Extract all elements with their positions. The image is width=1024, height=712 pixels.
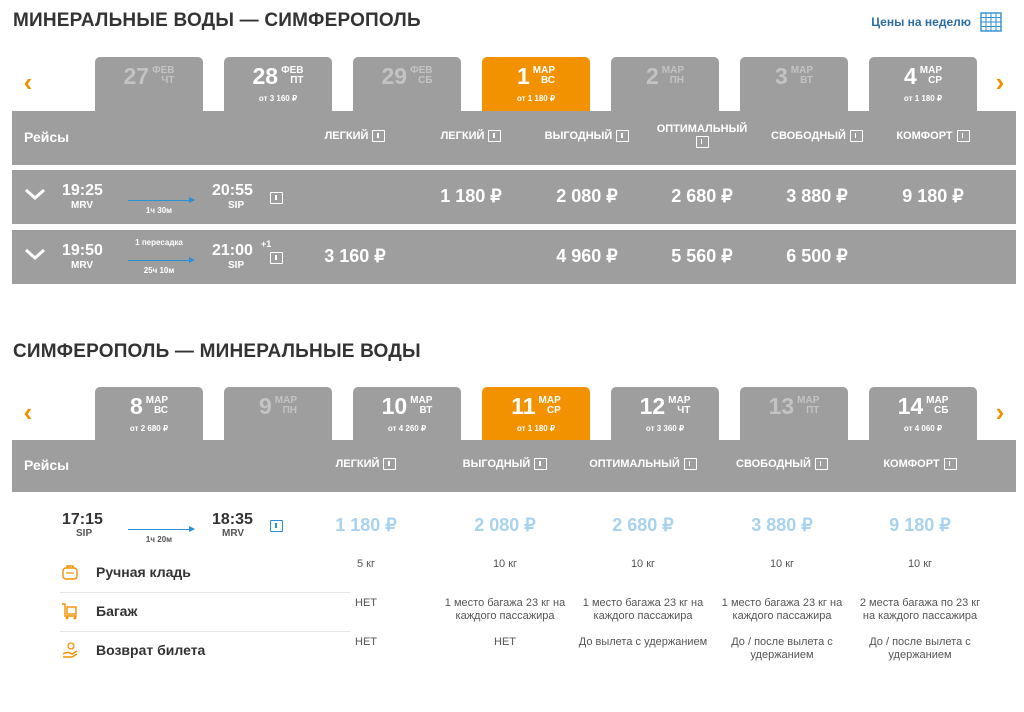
outbound-fare-header [12, 111, 1016, 165]
feature-label: Ручная кладь [96, 564, 191, 580]
fare-price[interactable]: 2 680 ₽ [671, 186, 733, 206]
outbound-next-arrow[interactable]: › [995, 67, 1005, 97]
date-tab-month: ФЕВ [410, 65, 433, 76]
info-icon[interactable] [684, 458, 697, 470]
date-tab-month-weekday [920, 63, 942, 86]
return-fare-header [12, 440, 1016, 492]
date-tab-day-number: 13 [768, 393, 795, 419]
date-tab-weekday: ЧТ [161, 75, 175, 86]
duration-arrow [128, 200, 194, 201]
feature-value: 1 место багажа 23 кг на каждого пассажира [444, 597, 566, 622]
date-tab-day-number: 9 [258, 393, 272, 419]
date-tab-weekday: ПН [669, 75, 685, 86]
date-tab-day [95, 63, 203, 89]
date-tab-day-number: 11 [511, 393, 536, 419]
fare-column-label: ЛЕГКИЙ [324, 130, 369, 142]
fare-price[interactable]: 5 560 ₽ [671, 246, 733, 266]
transfer-count: 1 пересадка [135, 238, 183, 247]
fare-column-label: СВОБОДНЫЙ [771, 130, 846, 142]
info-icon[interactable] [488, 130, 501, 142]
departure-airport: MRV [71, 260, 94, 271]
date-tab-weekday: СБ [933, 405, 949, 416]
date-tab-day-number: 14 [897, 393, 924, 419]
date-tab[interactable] [482, 387, 590, 441]
fare-column-header [871, 130, 995, 142]
date-tab[interactable] [95, 57, 203, 111]
date-tab[interactable] [740, 57, 848, 111]
info-icon[interactable] [815, 458, 828, 470]
date-tab-day [482, 63, 590, 89]
date-tab-weekday: СР [928, 75, 943, 86]
fare-price[interactable]: 1 180 ₽ [440, 186, 502, 206]
fare-column-header [853, 458, 987, 470]
return-route-title: СИМФЕРОПОЛЬ — МИНЕРАЛЬНЫЕ ВОДЫ [13, 341, 421, 362]
departure-airport: MRV [71, 200, 94, 211]
date-tab-month-weekday [152, 63, 174, 86]
date-tab-month-weekday [410, 393, 432, 416]
fare-column-label: ВЫГОДНЫЙ [544, 130, 613, 142]
fare-column-header [438, 458, 572, 470]
date-tab-min-price: от 4 060 ₽ [903, 424, 943, 433]
date-tab[interactable] [482, 57, 590, 111]
feature-label: Багаж [96, 603, 138, 619]
calendar-grid-icon [980, 12, 1002, 32]
date-tab-day [353, 63, 461, 89]
fare-price[interactable]: 9 180 ₽ [902, 186, 964, 206]
date-tab-min-price: от 1 180 ₽ [516, 424, 556, 433]
date-tab-day [740, 63, 848, 89]
date-tab-day [482, 393, 590, 419]
info-icon[interactable] [616, 130, 629, 142]
date-tab-month: МАР [538, 395, 561, 406]
flight-row[interactable] [12, 170, 1016, 224]
feature-value: До / после вылета с удержанием [731, 636, 833, 661]
arrival-time: 18:35 [212, 511, 253, 528]
info-icon[interactable] [270, 192, 283, 204]
date-tab-month: МАР [919, 65, 943, 76]
week-prices-link[interactable] [871, 12, 1002, 32]
feature-value: 1 место багажа 23 кг на каждого пассажира [582, 597, 704, 622]
fare-column-header [299, 458, 433, 470]
date-tab[interactable] [740, 387, 848, 441]
date-tab-month: МАР [668, 395, 691, 406]
date-tab[interactable] [95, 387, 203, 441]
date-tab-day [869, 393, 977, 419]
date-tab-month-weekday [539, 393, 561, 416]
chevron-down-icon[interactable] [24, 187, 46, 201]
date-tab-day-number: 2 [645, 63, 659, 89]
arrival-time: 20:55 [212, 182, 253, 199]
fare-column-label: КОМФОРТ [896, 130, 953, 142]
refund-icon [60, 640, 80, 660]
date-tab-min-price: от 3 160 ₽ [258, 94, 298, 103]
feature-value: 10 кг [769, 558, 795, 570]
date-tab-month: МАР [410, 395, 433, 406]
date-tab-month-weekday [668, 393, 690, 416]
duration-arrow [128, 260, 194, 261]
fare-column-label: ВЫГОДНЫЙ [462, 458, 531, 470]
date-tab-weekday: ВТ [800, 75, 814, 86]
fare-price[interactable]: 3 880 ₽ [786, 186, 848, 206]
date-tab[interactable] [224, 57, 332, 111]
flight-duration: 25ч 10м [143, 266, 175, 275]
departure-time: 19:50 [62, 242, 103, 259]
date-tab-month-weekday [281, 63, 303, 86]
fare-price[interactable]: 2 080 ₽ [556, 186, 618, 206]
flights-label: Рейсы [24, 457, 70, 473]
date-tab-day-number: 4 [903, 63, 917, 89]
date-tab-day [224, 393, 332, 419]
date-tab-weekday: ПТ [806, 405, 820, 416]
date-tab-day-number: 10 [381, 393, 408, 419]
arrival-time: 21:00 [212, 242, 253, 259]
duration-arrow [128, 529, 194, 530]
fare-price[interactable]: 3 160 ₽ [324, 246, 386, 266]
outbound-route-title: МИНЕРАЛЬНЫЕ ВОДЫ — СИМФЕРОПОЛЬ [13, 10, 421, 31]
info-icon[interactable] [850, 130, 863, 142]
date-tab-month: МАР [926, 395, 949, 406]
departure-airport: SIP [76, 528, 93, 539]
date-tab-weekday: ВС [153, 405, 169, 416]
info-icon[interactable] [944, 458, 957, 470]
fare-column-header [409, 130, 533, 142]
date-tab-min-price: от 3 360 ₽ [645, 424, 685, 433]
feature-value: До вылета с удержанием [578, 636, 708, 648]
date-tab-day-number: 28 [252, 63, 279, 89]
date-tab-day-number: 12 [639, 393, 666, 419]
feature-value: 10 кг [630, 558, 656, 570]
departure-time: 17:15 [62, 511, 103, 528]
date-tab-day [95, 393, 203, 419]
fare-column-label: КОМФОРТ [883, 458, 940, 470]
date-tab-weekday: ПТ [290, 75, 304, 86]
date-tab-month-weekday [791, 63, 813, 86]
date-tab-day-number: 8 [129, 393, 143, 419]
fare-column-header [755, 130, 879, 142]
date-tab-day-number: 29 [381, 63, 408, 89]
return-date-strip [12, 387, 1016, 441]
fare-price[interactable]: 9 180 ₽ [889, 515, 951, 535]
return-next-arrow[interactable]: › [995, 397, 1005, 427]
date-tab-day [224, 63, 332, 89]
info-icon[interactable] [696, 136, 709, 148]
date-tab-month: МАР [790, 65, 814, 76]
flights-label: Рейсы [24, 129, 70, 145]
date-tab-month-weekday [275, 393, 297, 416]
fare-price[interactable]: 2 680 ₽ [612, 515, 674, 535]
date-tab-day-number: 1 [516, 63, 530, 89]
date-tab[interactable] [869, 57, 977, 111]
date-tab-month-weekday [926, 393, 948, 416]
fare-price[interactable]: 4 960 ₽ [556, 246, 618, 266]
feature-value: 10 кг [907, 558, 933, 570]
fare-column-label: ОПТИМАЛЬНЫЙ [589, 458, 680, 470]
date-tab-month: МАР [797, 395, 820, 406]
outbound-prev-arrow[interactable]: ‹ [23, 67, 33, 97]
info-icon[interactable] [372, 130, 385, 142]
feature-row [60, 553, 191, 591]
fare-price[interactable]: 2 080 ₽ [474, 515, 536, 535]
date-tab-day [869, 63, 977, 89]
week-prices-label: Цены на неделю [871, 15, 971, 29]
fare-price[interactable]: 3 880 ₽ [751, 515, 813, 535]
departure-time: 19:25 [62, 182, 103, 199]
date-tab[interactable] [353, 57, 461, 111]
flight-row[interactable] [12, 230, 1016, 284]
fare-price[interactable]: 1 180 ₽ [335, 515, 397, 535]
date-tab-month-weekday [797, 393, 819, 416]
feature-value: 5 кг [357, 558, 375, 570]
date-tab-weekday: ВТ [419, 405, 433, 416]
chevron-down-icon[interactable] [24, 247, 46, 261]
fare-column-header [576, 458, 710, 470]
feature-value: 10 кг [492, 558, 518, 570]
next-day-marker: +1 [261, 239, 272, 249]
fare-price[interactable]: 6 500 ₽ [786, 246, 848, 266]
arrival-airport: SIP [228, 200, 245, 211]
date-tab-min-price: от 1 180 ₽ [516, 94, 556, 103]
date-tab-month-weekday [410, 63, 432, 86]
luggage-cart-icon [60, 601, 80, 621]
date-tab-month: ФЕВ [152, 65, 175, 76]
fare-column-header [525, 130, 649, 142]
arrival-airport: SIP [228, 260, 245, 271]
hand-bag-icon [60, 562, 80, 582]
date-tab-month: МАР [661, 65, 685, 76]
flight-duration: 1ч 20м [145, 535, 173, 544]
feature-row [60, 631, 205, 669]
info-icon[interactable] [957, 130, 970, 142]
outbound-date-strip [12, 57, 1016, 111]
fare-column-label: ЛЕГКИЙ [335, 458, 380, 470]
date-tab-min-price: от 4 260 ₽ [387, 424, 427, 433]
return-prev-arrow[interactable]: ‹ [23, 397, 33, 427]
date-tab-day [740, 393, 848, 419]
date-tab-weekday: ВС [540, 75, 556, 86]
fare-column-label: ЛЕГКИЙ [440, 130, 485, 142]
date-tab[interactable] [224, 387, 332, 441]
date-tab-month-weekday [146, 393, 168, 416]
fare-column-header [715, 458, 849, 470]
date-tab-weekday: ПН [282, 405, 298, 416]
fare-column-label: СВОБОДНЫЙ [736, 458, 811, 470]
date-tab-min-price: от 2 680 ₽ [129, 424, 169, 433]
date-tab-day-number: 3 [774, 63, 788, 89]
fare-column-header [640, 123, 764, 148]
fare-column-header [293, 130, 417, 142]
date-tab[interactable] [611, 57, 719, 111]
date-tab-day-number: 27 [123, 63, 150, 89]
date-tab-day [611, 393, 719, 419]
date-tab-month-weekday [662, 63, 684, 86]
date-tab-weekday: ЧТ [677, 405, 691, 416]
flight-duration: 1ч 30м [145, 206, 173, 215]
feature-value: 2 места багажа по 23 кг на каждого пассажира [859, 597, 981, 622]
date-tab-day [353, 393, 461, 419]
fare-column-label: ОПТИМАЛЬНЫЙ [656, 123, 748, 135]
feature-value: НЕТ [355, 636, 377, 648]
feature-value: 1 место багажа 23 кг на каждого пассажира [721, 597, 843, 622]
date-tab-month: ФЕВ [281, 65, 304, 76]
feature-value: НЕТ [355, 597, 377, 609]
date-tab[interactable] [869, 387, 977, 441]
feature-label: Возврат билета [96, 642, 206, 658]
date-tab-month: МАР [145, 395, 169, 406]
feature-value: До / после вылета с удержанием [869, 636, 971, 661]
date-tab-month: МАР [532, 65, 556, 76]
feature-value: НЕТ [494, 636, 516, 648]
date-tab-month-weekday [533, 63, 555, 86]
date-tab-min-price: от 1 180 ₽ [903, 94, 943, 103]
info-icon[interactable] [270, 520, 283, 532]
date-tab[interactable] [353, 387, 461, 441]
info-icon[interactable] [270, 252, 283, 264]
date-tab-weekday: СБ [418, 75, 433, 86]
arrival-airport: MRV [222, 528, 245, 539]
date-tab-day [611, 63, 719, 89]
info-icon[interactable] [534, 458, 547, 470]
info-icon[interactable] [383, 458, 396, 470]
date-tab-weekday: СР [546, 405, 561, 416]
date-tab[interactable] [611, 387, 719, 441]
date-tab-month: МАР [274, 395, 298, 406]
feature-row [60, 592, 137, 630]
